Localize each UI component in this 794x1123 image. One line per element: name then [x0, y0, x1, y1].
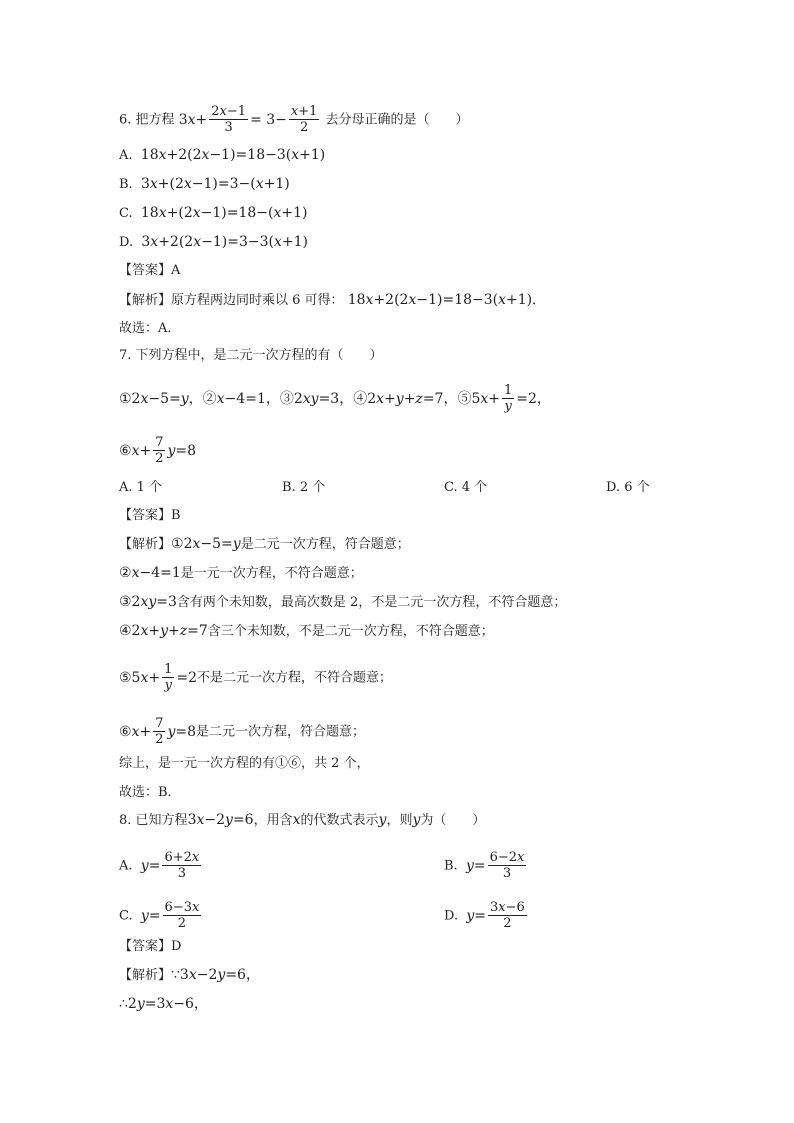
q7-conclusion: 故选：B． — [119, 785, 181, 800]
q8-analysis-1: 【解析】∵3x−2y=6， — [119, 967, 260, 983]
q7-option-c[interactable]: C. 4 个 — [444, 480, 488, 495]
q8-option-c[interactable]: C. y= $\frac{6-3x}{2}$ — [119, 900, 200, 931]
q6-option-a[interactable]: A. 18x+2(2x−1)=18−3(x+1) — [119, 147, 326, 163]
q6-option-c[interactable]: C. 18x+(2x−1)=18−(x+1) — [119, 205, 308, 221]
q6-option-d[interactable]: D. 3x+2(2x−1)=3−3(x+1) — [119, 234, 308, 250]
q7-answer: 【答案】B — [119, 508, 181, 523]
q7-option-b[interactable]: B. 2 个 — [282, 480, 326, 495]
q8-option-a[interactable]: A. y= $\frac{6+2x}{3}$ — [119, 850, 200, 881]
q6-option-b[interactable]: B. 3x+(2x−1)=3−(x+1) — [119, 176, 290, 192]
q7-equation-list-cont: ⑥x+ $\frac{7}{2}$ y=8 — [119, 435, 197, 466]
q8-option-b[interactable]: B. y= $\frac{6-2x}{3}$ — [444, 850, 525, 881]
q7-analysis-6: ⑥x+ $\frac{7}{2}$ y=8是二元一次方程，符合题意； — [119, 716, 366, 747]
q6-stem: 6. 把方程 3x+ $\frac{2x-1}{3}$ = 3− $\frac{x+1}{2}$ 去分母正确的是（ ） — [119, 104, 469, 135]
q7-analysis-3: ③2xy=3含有两个未知数，最高次数是 2，不是二元一次方程，不符合题意； — [119, 594, 567, 610]
q7-stem: 7. 下列方程中，是二元一次方程的有（ ） — [119, 348, 383, 363]
q7-analysis-1: 【解析】①2x−5=y是二元一次方程，符合题意； — [119, 536, 410, 552]
q7-analysis-4: ④2x+y+z=7含三个未知数，不是二元一次方程，不符合题意； — [119, 623, 494, 639]
q7-option-d[interactable]: D. 6 个 — [606, 480, 650, 495]
q6-equation: 3x+ $\frac{2x-1}{3}$ = 3− $\frac{x+1}{2}$ — [178, 104, 318, 135]
q8-analysis-2: ∴2y=3x−6， — [119, 996, 208, 1012]
q7-summary: 综上，是一元一次方程的有①⑥，共 2 个， — [119, 756, 370, 771]
q6-analysis: 【解析】原方程两边同时乘以 6 可得： 18x+2(2x−1)=18−3(x+1)． — [119, 292, 546, 308]
q7-analysis-5: ⑤5x+ $\frac{1}{y}$ =2不是二元一次方程，不符合题意； — [119, 662, 393, 693]
q8-answer: 【答案】D — [119, 939, 182, 954]
q6-answer: 【答案】A — [119, 263, 181, 278]
q7-equation-list: ①2x−5=y，②x−4=1，③2xy=3，④2x+y+z=7，⑤5x+ $\frac{1}{y}$ =2， — [119, 383, 551, 414]
q7-analysis-2: ②x−4=1是一元一次方程，不符合题意； — [119, 565, 363, 581]
q6-conclusion: 故选：A． — [119, 321, 181, 336]
q8-stem: 8. 已知方程3x−2y=6，用含x的代数式表示y，则y为（ ） — [119, 812, 486, 828]
q7-option-a[interactable]: A. 1 个 — [119, 480, 163, 495]
q8-option-d[interactable]: D. y= $\frac{3x-6}{2}$ — [444, 900, 525, 931]
